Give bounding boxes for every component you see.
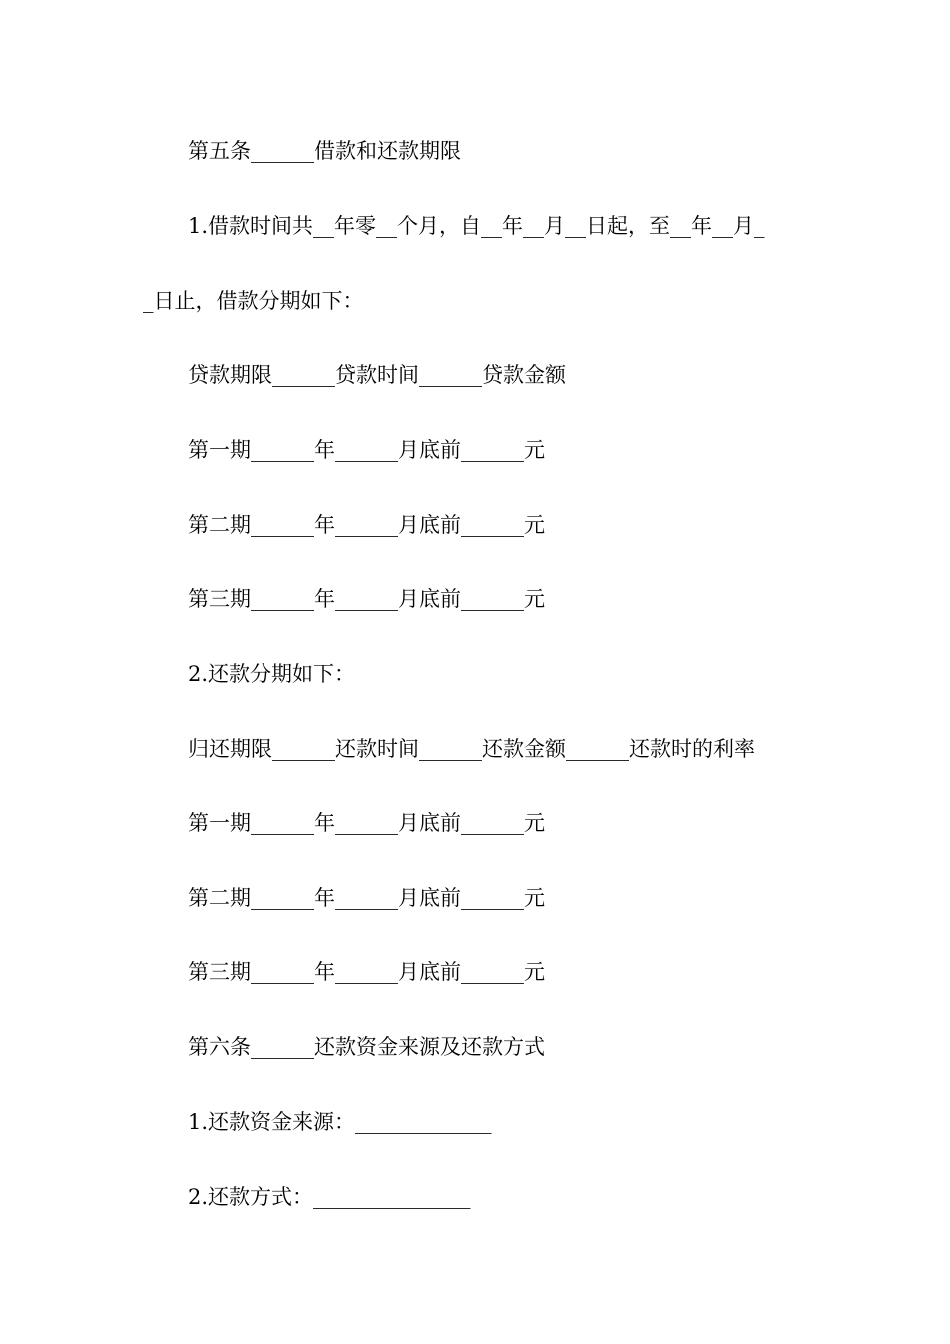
loan-installment-3: 第三期______年______月底前______元 xyxy=(188,587,545,611)
loan-term-clause-continued: _日止，借款分期如下： xyxy=(143,289,364,313)
article-6-heading: 第六条______还款资金来源及还款方式 xyxy=(188,1035,545,1059)
repayment-installment-1: 第一期______年______月底前______元 xyxy=(188,811,545,835)
article-5-heading: 第五条______借款和还款期限 xyxy=(188,139,461,163)
loan-schedule-header: 贷款期限______贷款时间______贷款金额 xyxy=(188,363,566,387)
loan-installment-2: 第二期______年______月底前______元 xyxy=(188,513,545,537)
loan-installment-1: 第一期______年______月底前______元 xyxy=(188,438,545,462)
repayment-clause: 2.还款分期如下： xyxy=(188,662,356,686)
repayment-installment-3: 第三期______年______月底前______元 xyxy=(188,960,545,984)
repayment-schedule-header: 归还期限______还款时间______还款金额______还款时的利率 xyxy=(188,737,755,761)
loan-term-clause: 1.借款时间共__年零__个月，自__年__月__日起，至__年__月_ xyxy=(188,214,765,238)
repayment-installment-2: 第二期______年______月底前______元 xyxy=(188,886,545,910)
repayment-fund-source: 1.还款资金来源：_____________ xyxy=(188,1110,492,1134)
repayment-method: 2.还款方式：_______________ xyxy=(188,1185,471,1209)
